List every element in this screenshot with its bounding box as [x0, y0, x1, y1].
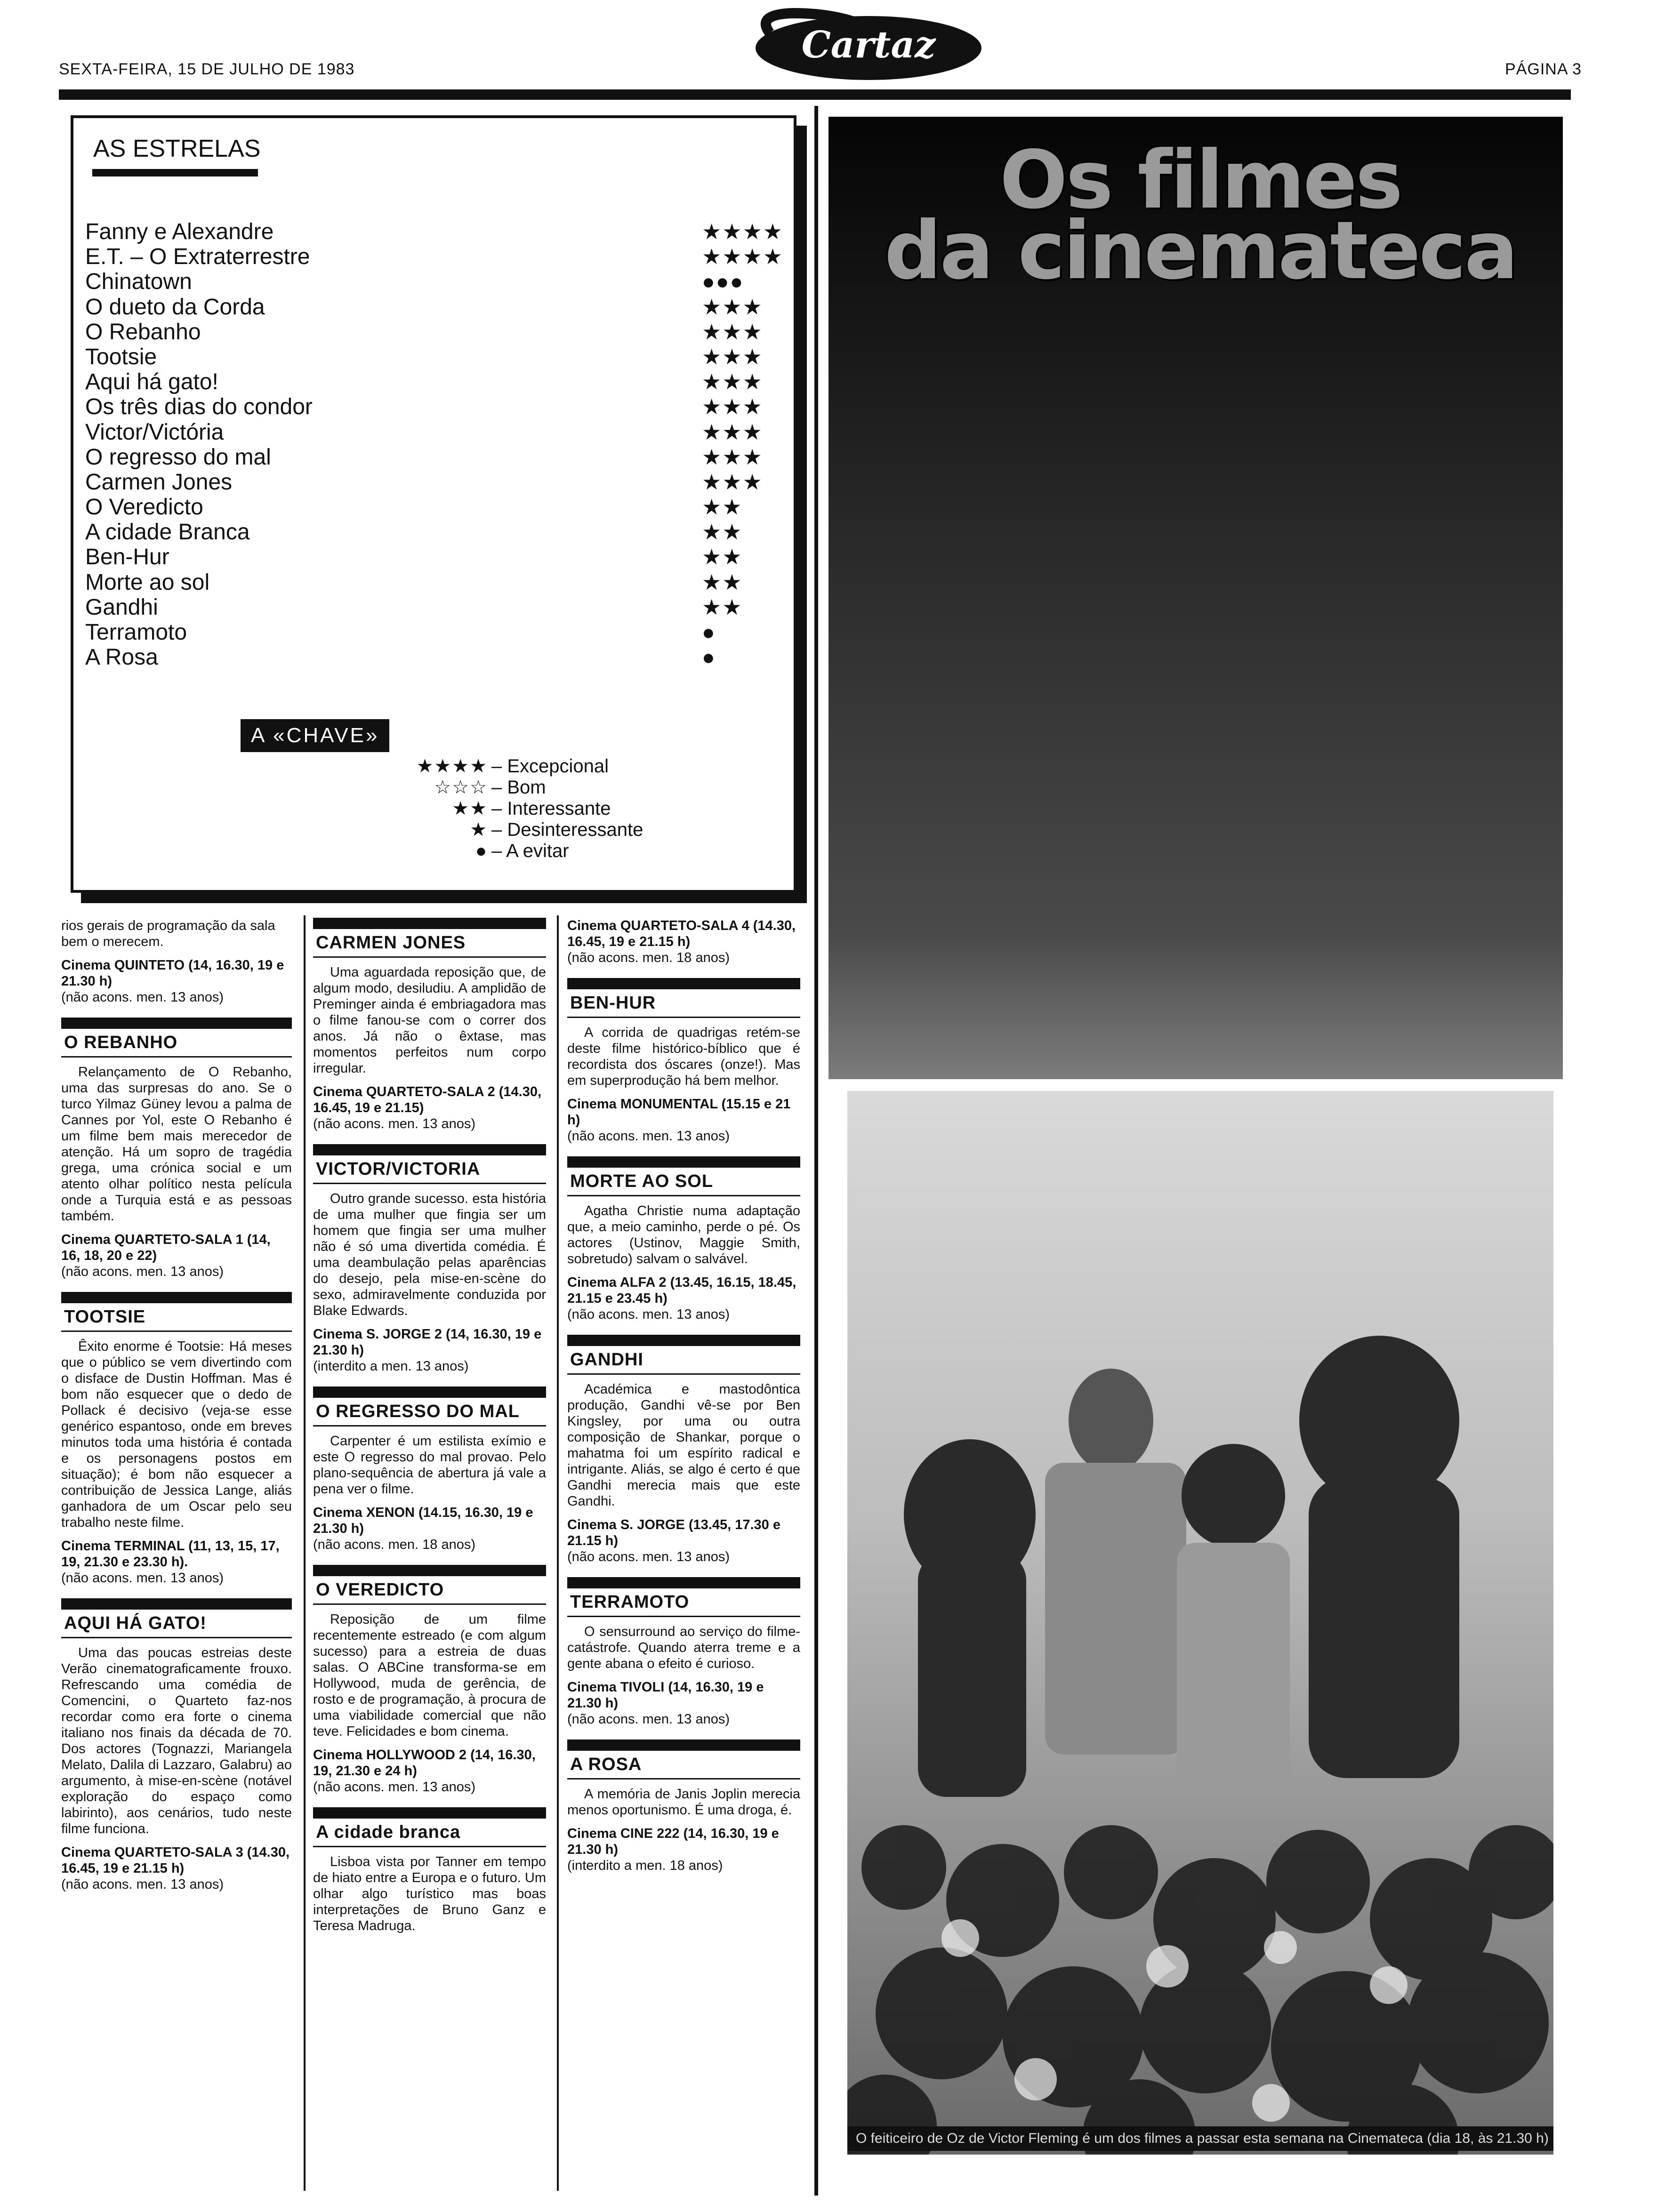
film-rating: ★★: [702, 520, 743, 545]
legend-text: – Desinteressante: [491, 819, 643, 840]
legend-row: [403, 819, 643, 841]
review-o-rebanho: [61, 1018, 292, 1280]
ranking-row: [85, 345, 796, 369]
showing-info: [567, 1517, 800, 1565]
review-text: Uma das poucas estreias deste Verão cinematograficamente frouxo. Refrescando uma comédia de Comencini, o Quarteto faz-nos recordar como era forte o cinema italiano nos finais da década de 70. Dos actores (Tognazzi, Mariangela Melato, Dalila di Lazzaro, Galabru) ao argumento, à mise-en-scène (notável exploração do espaço como labirinto), aos cenários, tudo neste filme funciona.: [61, 1645, 292, 1836]
legend-symbol: ★★: [452, 798, 488, 819]
film-title: A Rosa: [85, 645, 158, 670]
age-note: (não acons. men. 13 anos): [61, 1571, 224, 1586]
review-text: Reposição de um filme recentemente estreado (e com algum sucesso) para a estreia de duas salas. O ABCine transforma-se em Hollywood, muda de gerência, de rosto e de programação, à procura de uma viabilidade comercial que não teve. Felicidades e bom cinema.: [313, 1612, 546, 1739]
age-note: (não acons. men. 13 anos): [61, 1877, 224, 1892]
showing-info: [313, 1084, 546, 1132]
film-title: Carmen Jones: [85, 469, 233, 495]
review-victor-victoria: [313, 1144, 546, 1374]
review-tootsie: [61, 1292, 292, 1586]
review-text: Académica e mastodôntica produção, Gandhi vê-se por Ben Kingsley, por uma ou outra composição de Shankar, porque o mahatma foi um espírito radical e intrigante. Aliás, se algo é certo é que Gandhi merecia mais que este Gandhi.: [567, 1382, 800, 1509]
legend-row: [403, 798, 643, 819]
film-rating: ★★★: [702, 344, 763, 369]
age-note: (não acons. men. 13 anos): [567, 1549, 730, 1564]
age-note: (interdito a men. 13 anos): [313, 1359, 469, 1374]
photo-caption: O feiticeiro de Oz de Victor Fleming é um dos filmes a passar esta semana na Cinemateca (dia 18, às 21.30 h): [847, 2126, 1553, 2151]
review-heading: A cidade branca: [313, 1819, 546, 1847]
review-text: Êxito enorme é Tootsie: Há meses que o público se vem divertindo com o disface de Dustin Hoffman. Mas é bom não esquecer que o dedo de Pollack é decisivo (veja-se esse genérico espantoso, onde em breves minutos toda uma história é contada e os personagens postos em situação); é bom não esquecer a contribuição de Jessica Lange, aliás ganhadora de um Oscar pelo seu trabalho neste filme.: [61, 1339, 292, 1530]
column-divider: [304, 915, 306, 2191]
film-rating: ★★: [702, 545, 743, 569]
review-heading: TOOTSIE: [61, 1303, 292, 1332]
ranking-row: [85, 495, 796, 520]
film-title: O dueto da Corda: [85, 294, 265, 320]
review-heading: AQUI HÁ GATO!: [61, 1610, 292, 1638]
review-heading: O VEREDICTO: [313, 1576, 546, 1605]
film-rating: ★★: [702, 495, 743, 520]
headline-line-1: Os filmes: [999, 134, 1401, 227]
review-text: A memória de Janis Joplin merecia menos oportunismo. É uma droga, é.: [567, 1787, 800, 1818]
review-terramoto: [567, 1577, 800, 1727]
film-title: Tootsie: [85, 344, 157, 369]
review-heading: GANDHI: [567, 1346, 800, 1375]
ranking-row: [85, 445, 796, 470]
film-title: Terramoto: [85, 620, 187, 645]
ranking-row: [85, 620, 796, 645]
rankings-list: [85, 219, 796, 670]
film-rating: ★★★: [702, 469, 763, 494]
film-still-image: [847, 1091, 1553, 2155]
film-title: E.T. – O Extraterrestre: [85, 244, 310, 270]
cinema-times: Cinema MONUMENTAL (15.15 e 21 h): [567, 1097, 791, 1128]
section-bar: [313, 918, 546, 929]
ranking-row: [85, 269, 796, 294]
review-heading: A ROSA: [567, 1751, 800, 1779]
film-rating: ★★★: [702, 419, 763, 444]
ranking-row: [85, 320, 796, 345]
film-rating: ★★★: [702, 444, 763, 469]
key-badge: A «CHAVE»: [241, 719, 389, 752]
section-bar: [567, 978, 800, 989]
column-divider: [557, 915, 559, 2191]
age-note: (não acons. men. 13 anos): [61, 990, 224, 1005]
review-a-cidade-branca: [313, 1807, 546, 1934]
showing-info: [567, 1826, 800, 1874]
legend-row: [403, 756, 643, 777]
legend-symbol: ●: [475, 841, 488, 861]
film-rating: ●●●: [702, 269, 744, 294]
age-note: (não acons. men. 13 anos): [567, 1712, 730, 1727]
review-text: O sensurround ao serviço do filme-catástrofe. Quando aterra treme e a gente abana o efeito é curioso.: [567, 1624, 800, 1671]
feature-photo: [828, 117, 1563, 2188]
film-rating: ●: [702, 645, 716, 670]
review-body: [567, 1786, 800, 1818]
age-note: (não acons. men. 18 anos): [313, 1537, 475, 1552]
showing-info: [313, 1505, 546, 1553]
review-text: A corrida de quadrigas retém-se deste filme histórico-bíblico que é recordista dos óscares (onze!). Mas em superprodução há bem melhor.: [567, 1025, 800, 1088]
film-title: Fanny e Alexandre: [85, 219, 274, 244]
review-morte-ao-sol: [567, 1156, 800, 1322]
review-text: Carpenter é um estilista exímio e este O regresso do mal provao. Pelo plano-sequência de abertura já vale a pena ver o filme.: [313, 1434, 546, 1497]
age-note: (não acons. men. 13 anos): [567, 1307, 730, 1322]
age-note: (não acons. men. 18 anos): [567, 950, 730, 965]
film-rating: ★★★: [702, 319, 763, 344]
continued-review: [61, 918, 292, 1005]
cinema-times: Cinema QUARTETO-SALA 4 (14.30, 16.45, 19 e 21.15 h): [567, 918, 796, 949]
cinema-times: Cinema TIVOLI (14, 16.30, 19 e 21.30 h): [567, 1680, 764, 1711]
film-rating: ★★: [702, 569, 743, 594]
cinema-times: Cinema TERMINAL (11, 13, 15, 17, 19, 21.30 e 23.30 h).: [61, 1539, 280, 1570]
cinema-times: Cinema QUARTETO-SALA 1 (14, 16, 18, 20 e 22): [61, 1232, 271, 1263]
legend-text: – A evitar: [491, 841, 569, 861]
ranking-row: [85, 470, 796, 495]
photo-headline: [857, 134, 1544, 297]
masthead-rule: [59, 89, 1571, 100]
section-bar: [567, 1335, 800, 1346]
film-rating: ★★★★: [702, 244, 783, 269]
age-note: (não acons. men. 13 anos): [313, 1779, 475, 1795]
review-heading: VICTOR/VICTORIA: [313, 1155, 546, 1184]
ranking-row: [85, 219, 796, 244]
section-bar: [313, 1387, 546, 1398]
film-title: O Rebanho: [85, 319, 201, 345]
stars-title: AS ESTRELAS: [93, 135, 261, 162]
cinema-times: Cinema QUARTETO-SALA 2 (14.30, 16.45, 19 e 21.15): [313, 1084, 542, 1115]
cinema-times: Cinema CINE 222 (14, 16.30, 19 e 21.30 h): [567, 1826, 779, 1857]
legend-symbol: ★★★★: [416, 756, 488, 777]
star-rankings-box: [71, 115, 796, 893]
film-title: Victor/Victória: [85, 419, 224, 445]
review-a-rosa: [567, 1739, 800, 1874]
cinema-times: Cinema S. JORGE 2 (14, 16.30, 19 e 21.30 h): [313, 1327, 542, 1358]
ranking-row: [85, 295, 796, 320]
review-heading: O REGRESSO DO MAL: [313, 1398, 546, 1427]
showing-info: [567, 1679, 800, 1727]
film-rating: ★★★★: [702, 219, 783, 244]
ranking-row: [85, 369, 796, 394]
lead-text: rios gerais de programação da sala bem o merecem.: [61, 918, 275, 949]
review-heading: CARMEN JONES: [313, 929, 546, 958]
film-rating: ★★: [702, 594, 743, 619]
headline-line-2: da cinemateca: [884, 204, 1517, 297]
film-title: Aqui há gato!: [85, 369, 218, 395]
review-body: [567, 1025, 800, 1089]
review-body: [313, 1433, 546, 1497]
title-underline: [92, 169, 258, 176]
film-rating: ★★★: [702, 394, 763, 419]
review-body: [61, 1645, 292, 1837]
cinema-times: Cinema XENON (14.15, 16.30, 19 e 21.30 h): [313, 1505, 533, 1536]
issue-date: SEXTA-FEIRA, 15 DE JULHO DE 1983: [59, 60, 355, 78]
review-body: [61, 1338, 292, 1531]
review-text: Lisboa vista por Tanner em tempo de hiato entre a Europa e o futuro. Um olhar algo turístico mas boas interpretações de Bruno Ganz e Teresa Madruga.: [313, 1854, 546, 1933]
film-rating: ★★★: [702, 369, 763, 394]
review-body: [313, 1191, 546, 1319]
legend-symbol: ☆☆☆: [434, 777, 488, 798]
film-title: O regresso do mal: [85, 444, 271, 470]
cinema-times: Cinema ALFA 2 (13.45, 16.15, 18.45, 21.15 e 23.45 h): [567, 1275, 796, 1306]
ranking-row: [85, 394, 796, 419]
showing-info: [61, 1232, 292, 1280]
review-column-1: [61, 918, 292, 1905]
review-body: [313, 1854, 546, 1934]
ranking-row: [85, 595, 796, 620]
review-text: Relançamento de O Rebanho, uma das surpresas do ano. Se o turco Yilmaz Güney levou a palma de Cannes por Yol, este O Rebanho é um filme bem mais merecedor de atenção. Há um sopro de tragédia grega, uma crónica social e um atento olhar político nesta película onde a Turquia está e as pessoas também.: [61, 1065, 292, 1224]
legend-text: – Excepcional: [491, 756, 609, 777]
section-bar: [567, 1577, 800, 1588]
review-body: [567, 1203, 800, 1267]
section-bar: [61, 1018, 292, 1029]
review-column-3: [567, 918, 800, 1886]
review-body: [567, 1381, 800, 1509]
section-bar: [313, 1144, 546, 1155]
review-carmen-jones: [313, 918, 546, 1132]
legend-row: [403, 841, 643, 862]
review-gandhi: [567, 1335, 800, 1565]
review-o-veredicto: [313, 1565, 546, 1795]
ranking-row: [85, 520, 796, 545]
film-rating: ★★★: [702, 294, 763, 319]
review-heading: TERRAMOTO: [567, 1588, 800, 1617]
review-aqui-ha-gato: [61, 1598, 292, 1892]
showing-info: [567, 1096, 800, 1144]
ranking-row: [85, 244, 796, 269]
showing-info: [313, 1326, 546, 1374]
ranking-row: [85, 570, 796, 595]
section-bar: [567, 1739, 800, 1751]
cinema-times: Cinema QUINTETO (14, 16.30, 19 e 21.30 h): [61, 958, 284, 989]
showing-info: [567, 918, 800, 966]
review-body: [313, 964, 546, 1076]
review-heading: O REBANHO: [61, 1029, 292, 1058]
film-title: Os três dias do condor: [85, 394, 313, 420]
review-heading: MORTE AO SOL: [567, 1168, 800, 1196]
ranking-row: [85, 645, 796, 670]
showing-info: [61, 1844, 292, 1892]
film-rating: ●: [702, 620, 716, 644]
film-title: Morte ao sol: [85, 569, 210, 595]
review-column-2: [313, 918, 546, 1946]
review-text: Agatha Christie numa adaptação que, a meio caminho, perde o pé. Os actores (Ustinov, Maggie Smith, sobretudo) salvam o salvável.: [567, 1203, 800, 1266]
continued-showing: [567, 918, 800, 966]
section-bar: [313, 1565, 546, 1576]
legend-symbol: ★: [470, 819, 488, 840]
rating-legend: [403, 756, 643, 862]
section-bar: [313, 1807, 546, 1819]
cinema-times: Cinema S. JORGE (13.45, 17.30 e 21.15 h): [567, 1517, 780, 1548]
ranking-row: [85, 420, 796, 445]
legend-text: – Bom: [491, 777, 546, 798]
masthead: [59, 0, 1582, 92]
review-o-regresso-do-mal: [313, 1387, 546, 1553]
review-ben-hur: [567, 978, 800, 1144]
review-body: [567, 1624, 800, 1672]
age-note: (não acons. men. 13 anos): [313, 1116, 475, 1131]
film-title: Gandhi: [85, 594, 158, 620]
svg-text:Cartaz: Cartaz: [801, 24, 936, 66]
age-note: (não acons. men. 13 anos): [567, 1129, 730, 1144]
film-title: O Veredicto: [85, 495, 203, 520]
age-note: (interdito a men. 18 anos): [567, 1858, 723, 1873]
legend-row: [403, 777, 643, 798]
cinema-times: Cinema QUARTETO-SALA 3 (14.30, 16.45, 19 e 21.15 h): [61, 1845, 290, 1876]
showing-info: [61, 1538, 292, 1586]
film-title: A cidade Branca: [85, 520, 250, 545]
age-note: (não acons. men. 13 anos): [61, 1264, 224, 1279]
film-title: Ben-Hur: [85, 545, 169, 570]
section-bar: [567, 1156, 800, 1168]
review-text: Uma aguardada reposição que, de algum modo, desiludiu. A amplidão de Preminger ainda é embriagadora mas o filme fanou-se com o correr dos anos. Já não o êxtase, mas momentos perfeitos num corpo irregular.: [313, 965, 546, 1076]
showing-info: [567, 1274, 800, 1322]
review-body: [313, 1611, 546, 1739]
cartaz-logo: [737, 5, 1000, 85]
ranking-row: [85, 545, 796, 569]
photo-headline-area: [828, 117, 1563, 1079]
film-title: Chinatown: [85, 269, 192, 295]
cinema-times: Cinema HOLLYWOOD 2 (14, 16.30, 19, 21.30 e 24 h): [313, 1747, 536, 1779]
showing-info: [61, 957, 292, 1005]
showing-info: [313, 1747, 546, 1795]
photo-frame-rule: [814, 106, 818, 2196]
review-text: Outro grande sucesso. esta história de uma mulher que fingia ser um homem que fingia ser uma mulher não é só uma divertida comédia. É uma deambulação pelas aparências do desejo, pela mise-en-scène do sexo, admiravelmente conduzida por Blake Edwards.: [313, 1191, 546, 1318]
review-heading: BEN-HUR: [567, 989, 800, 1018]
legend-text: – Interessante: [491, 798, 611, 819]
review-body: [61, 1064, 292, 1224]
section-bar: [61, 1598, 292, 1610]
page-number: PÁGINA 3: [1505, 60, 1582, 78]
section-bar: [61, 1292, 292, 1303]
